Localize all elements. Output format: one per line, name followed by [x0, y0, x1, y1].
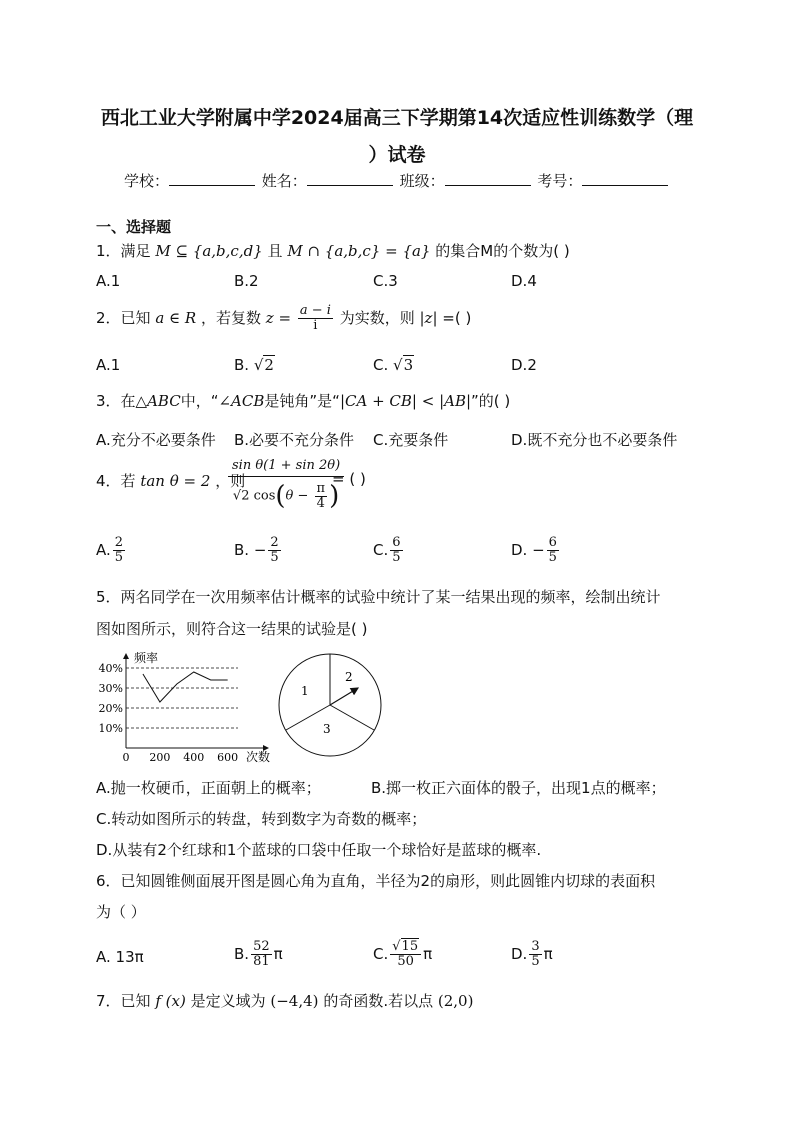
q3-angle: ∠ACB: [218, 392, 265, 410]
q6-d-frac: [529, 940, 541, 969]
q4-d-num: 6: [548, 535, 557, 550]
page-title-cont: ）试卷: [368, 144, 426, 166]
id-field[interactable]: [582, 171, 668, 186]
q6-d-den: 5: [531, 954, 540, 969]
question-7: [96, 990, 473, 1011]
q2-mid: ，若复数: [201, 309, 262, 327]
q2-option-c[interactable]: [373, 356, 414, 374]
q4-option-b[interactable]: [234, 536, 283, 565]
q4-tail: = ( ): [332, 470, 366, 488]
q1-option-d[interactable]: D.4: [511, 272, 537, 290]
q6-option-b[interactable]: [234, 940, 283, 969]
school-field[interactable]: [169, 171, 255, 186]
q4-c-den: 5: [392, 550, 401, 565]
q2-math-1: a ∈ R: [155, 309, 197, 327]
q3-option-c[interactable]: C.充要条件: [373, 431, 449, 449]
q4-denominator: √2 cos(θ − $\frac{\pi}{4}$ ): [232, 480, 340, 511]
q6-d-label: D.: [511, 945, 528, 963]
q2-frac-num: a − i: [299, 303, 331, 318]
q2-b-radicand: 2: [264, 356, 274, 374]
y-axis-label: 频率: [134, 651, 159, 665]
q6-c-label: C.: [373, 945, 389, 963]
q4-den-pi-frac: [315, 482, 328, 511]
series-line: [143, 672, 228, 702]
q6-b-label: B.: [234, 945, 250, 963]
q4-a-num: 2: [114, 535, 124, 550]
q3-mid1: 中，“: [180, 392, 219, 410]
y-tick-label: 10%: [98, 722, 123, 735]
question-6-line-2: 为（ ）: [96, 903, 146, 921]
q5-option-d[interactable]: D.从装有2个红球和1个蓝球的口袋中任取一个球恰好是蓝球的概率.: [96, 841, 542, 859]
q4-a-label: A.: [96, 541, 111, 559]
q6-c-frac: [390, 940, 421, 969]
q4-mid: ，则: [215, 472, 246, 490]
y-tick-label: 30%: [98, 682, 123, 695]
question-4: [96, 470, 245, 491]
q6-b-num: 52: [253, 939, 270, 954]
q3-vector-expr: |CA + CB| < |AB|: [339, 392, 472, 410]
q4-den-pi: π: [316, 480, 326, 496]
q4-a-frac: [113, 536, 125, 565]
school-label: 学校：: [124, 172, 170, 190]
q4-d-label: D. −: [511, 541, 545, 559]
question-5-line-2: 图如图所示，则符合这一结果的试验是( ): [96, 620, 368, 638]
q6-option-d[interactable]: [511, 940, 553, 969]
q2-suffix: 为实数，则: [339, 309, 415, 327]
q4-option-c[interactable]: [373, 536, 405, 565]
frequency-line-chart: [96, 648, 276, 766]
q5-option-c[interactable]: C.转动如图所示的转盘，转到数字为奇数的概率；: [96, 810, 427, 828]
question-5-line-1: 5．两名同学在一次用频率估计概率的试验中统计了某一结果出现的频率，绘制出统计: [96, 588, 661, 606]
name-label: 姓名：: [261, 172, 307, 190]
question-1: [96, 240, 570, 261]
q6-c-num: √15: [390, 940, 421, 955]
q2-prefix: 2．已知: [96, 309, 151, 327]
q2-b-sqrt: √2: [253, 356, 274, 374]
q1-mid: 且: [267, 242, 283, 260]
q4-option-a[interactable]: [96, 536, 127, 565]
q2-fraction: [298, 304, 333, 333]
x-tick-label: 400: [183, 751, 205, 764]
q3-option-d[interactable]: D.既不充分也不必要条件: [511, 431, 678, 449]
q2-option-d[interactable]: D.2: [511, 356, 537, 374]
q6-d-num: 3: [531, 939, 540, 954]
q4-b-frac: [268, 536, 280, 565]
x-axis-label: 次数: [246, 750, 271, 764]
q4-b-num: 2: [270, 535, 279, 550]
q6-b-frac: [251, 940, 272, 969]
spinner-label-3: 3: [323, 722, 331, 736]
q5-option-b[interactable]: B.掷一枚正六面体的骰子，出现1点的概率；: [371, 779, 666, 797]
q2-b-label: B.: [234, 356, 250, 374]
q2-frac-den: i: [313, 318, 318, 333]
q4-den-four: 4: [316, 495, 325, 511]
y-tick-label: 20%: [98, 702, 123, 715]
q2-abs: |z|: [419, 309, 438, 327]
spinner-diagram: [275, 650, 385, 760]
q1-math-1: M ⊆ {a,b,c,d}: [155, 242, 263, 260]
q4-b-den: 5: [270, 550, 279, 565]
q5-option-a[interactable]: A.抛一枚硬币，正面朝上的概率；: [96, 779, 321, 797]
q2-c-radicand: 3: [403, 356, 414, 374]
q6-c-den: 50: [397, 954, 414, 969]
q7-function: f (x): [155, 992, 186, 1010]
student-info: [124, 170, 670, 191]
q3-option-a[interactable]: A.充分不必要条件: [96, 431, 216, 449]
q1-math-2: M ∩ {a,b,c} = {a}: [287, 242, 431, 260]
section-heading: 一、选择题: [96, 218, 172, 236]
q2-z: z =: [265, 309, 292, 327]
q6-option-a[interactable]: A. 13π: [96, 948, 144, 966]
q2-c-sqrt: √3: [393, 356, 414, 374]
question-2: [96, 304, 471, 333]
spinner-pointer: [330, 688, 358, 705]
q3-triangle: △ABC: [135, 392, 181, 410]
q4-a-den: 5: [114, 550, 124, 565]
x-tick-label: 600: [217, 751, 239, 764]
q6-b-den: 81: [253, 954, 270, 969]
q4-condition: tan θ = 2: [140, 472, 211, 490]
q6-option-c[interactable]: [373, 940, 432, 969]
q4-den-cos: √2 cos: [232, 488, 276, 504]
q1-option-a[interactable]: A.1: [96, 272, 121, 290]
q7-prefix: 7．已知: [96, 992, 151, 1010]
question-6-line-1: 6．已知圆锥侧面展开图是圆心角为直角，半径为2的扇形，则此圆锥内切球的表面积: [96, 872, 656, 890]
q7-mid: 是定义域为: [190, 992, 266, 1010]
q4-prefix: 4．若: [96, 472, 136, 490]
spinner-label-1: 1: [301, 684, 309, 698]
q3-option-b[interactable]: B.必要不充分条件: [234, 431, 355, 449]
q4-b-label: B. −: [234, 541, 267, 559]
chart-gridlines: [126, 668, 238, 728]
page-title: 西北工业大学附属中学2024届高三下学期第14次适应性训练数学（理: [100, 107, 694, 129]
spinner-label-2: 2: [345, 670, 353, 684]
q2-option-b[interactable]: [234, 356, 275, 374]
q4-c-frac: [390, 536, 402, 565]
q3-mid2: 是钝角”是“: [264, 392, 340, 410]
q4-d-frac: [547, 536, 559, 565]
q6-b-pi: π: [273, 945, 283, 963]
question-3: [96, 390, 510, 411]
x-tick-label: 200: [149, 751, 171, 764]
q7-mid2: 的奇函数.若以点: [323, 992, 434, 1010]
y-tick-label: 40%: [98, 662, 123, 675]
q7-point: (2,0): [437, 992, 474, 1010]
name-field[interactable]: [307, 171, 393, 186]
q1-suffix: 的集合M的个数为( ): [435, 242, 570, 260]
q1-option-b[interactable]: B.2: [234, 272, 259, 290]
id-label: 考号：: [537, 172, 583, 190]
q3-suffix: ”的( ): [471, 392, 511, 410]
x-tick-label: 0: [122, 751, 130, 764]
q2-c-label: C.: [373, 356, 389, 374]
q1-option-c[interactable]: C.3: [373, 272, 398, 290]
q4-numerator: sin θ(1 + sin 2θ): [228, 458, 344, 477]
q4-d-den: 5: [548, 550, 557, 565]
q2-option-a[interactable]: A.1: [96, 356, 121, 374]
q6-d-pi: π: [543, 945, 553, 963]
q2-end: =( ): [442, 309, 472, 327]
q1-prefix: 1．满足: [96, 242, 151, 260]
q3-prefix: 3．在: [96, 392, 136, 410]
q4-fraction: [228, 458, 344, 511]
q6-c-radicand: 15: [401, 939, 419, 954]
q4-den-arg: θ −: [285, 488, 309, 504]
class-field[interactable]: [445, 171, 531, 186]
q4-c-label: C.: [373, 541, 389, 559]
q6-c-pi: π: [423, 945, 433, 963]
q7-domain: (−4,4): [270, 992, 319, 1010]
spinner-divider-right: [330, 705, 374, 730]
q4-option-d[interactable]: [511, 536, 561, 565]
q4-c-num: 6: [392, 535, 401, 550]
class-label: 班级：: [399, 172, 445, 190]
